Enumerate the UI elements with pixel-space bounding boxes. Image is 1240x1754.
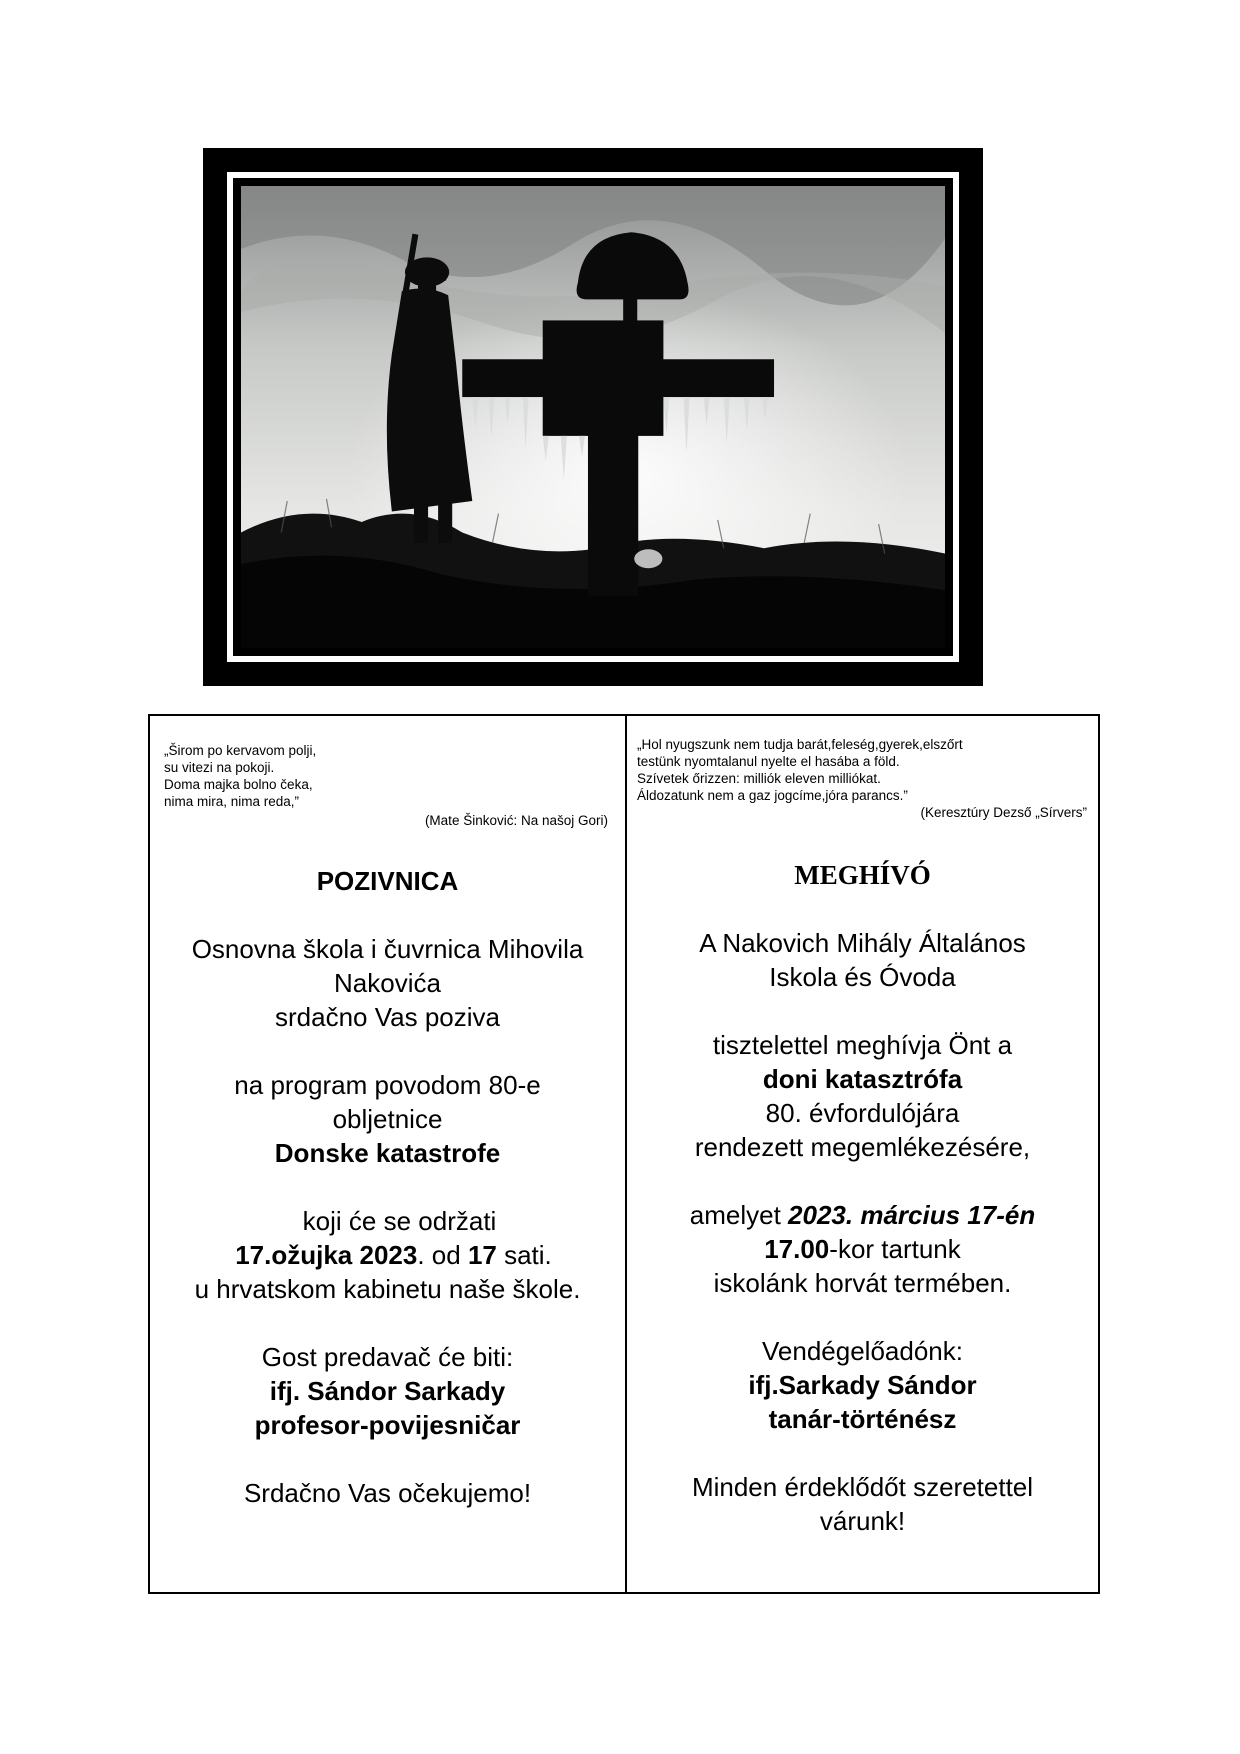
invitation-title: POZIVNICA — [316, 866, 459, 896]
hungarian-invitation — [627, 716, 1098, 1592]
photo-inner-border — [233, 178, 953, 656]
photo-frame — [203, 148, 983, 686]
program-line: na program povodom 80-e — [234, 1070, 541, 1100]
when-intro: koji će se održati — [302, 1206, 497, 1236]
anniversary-line: rendezett megemlékezésére, — [694, 1132, 1031, 1162]
event-time: 17 — [467, 1240, 497, 1270]
hungarian-invitation-body — [627, 858, 1098, 1538]
event-name: doni katasztrófa — [762, 1064, 963, 1094]
intro-line: srdačno Vas poziva — [275, 1002, 500, 1032]
hungarian-poem — [637, 736, 1087, 821]
guest-title: profesor-povijesničar — [254, 1410, 521, 1440]
event-date: 17.ožujka 2023 — [235, 1240, 418, 1270]
event-name: Donske katastrofe — [274, 1138, 501, 1168]
poem-line: Szívetek őrizzen: milliók eleven milliókat. — [637, 771, 881, 786]
closing-line: Minden érdeklődőt szeretettel — [691, 1472, 1034, 1502]
memorial-photo — [241, 186, 945, 648]
poem-line: nima mira, nima reda,” — [164, 794, 300, 809]
poem-citation: (Mate Šinković: Na našoj Gori) — [424, 813, 608, 828]
intro-line: Nakovića — [334, 968, 441, 998]
poem-line: Doma majka bolno čeka, — [164, 777, 313, 792]
date-prefix: amelyet — [689, 1200, 789, 1230]
event-date: 2023. március 17-én — [788, 1200, 1036, 1230]
guest-name: ifj.Sarkady Sándor — [748, 1370, 977, 1400]
event-place: iskolánk horvát termében. — [713, 1268, 1012, 1298]
poem-line: „Hol nyugszunk nem tudja barát,feleség,gyerek,elszőrt — [637, 737, 963, 752]
invitation-table — [148, 714, 1100, 1594]
event-place: u hrvatskom kabinetu naše škole. — [194, 1274, 581, 1304]
time-prefix: . od — [417, 1240, 468, 1270]
poem-line: testünk nyomtalanul nyelte el hasába a föld. — [637, 754, 900, 769]
poem-line: „Širom po kervavom polji, — [164, 743, 317, 758]
photo-mat — [227, 172, 959, 662]
time-suffix: sati. — [496, 1240, 552, 1270]
invite-line: tisztelettel meghívja Önt a — [712, 1030, 1013, 1060]
program-line: obljetnice — [332, 1104, 443, 1134]
guest-intro: Vendégelőadónk: — [762, 1336, 963, 1366]
event-time: 17.00 — [764, 1234, 830, 1264]
anniversary-line: 80. évfordulójára — [765, 1098, 960, 1128]
intro-line: Iskola és Óvoda — [769, 962, 956, 992]
guest-title: tanár-történész — [768, 1404, 957, 1434]
croatian-invitation — [150, 716, 625, 1592]
poem-citation: (Keresztúry Dezső „Sírvers” — [920, 805, 1087, 820]
croatian-poem — [164, 742, 608, 829]
guest-intro: Gost predavač će biti: — [261, 1342, 514, 1372]
closing-line: Srdačno Vas očekujemo! — [243, 1478, 532, 1508]
time-line — [627, 1232, 1098, 1266]
intro-line: A Nakovich Mihály Általános — [699, 928, 1026, 958]
time-suffix: -kor tartunk — [829, 1234, 961, 1264]
closing-line: várunk! — [819, 1506, 906, 1536]
date-time-line — [150, 1238, 625, 1272]
date-line — [627, 1198, 1098, 1232]
poem-line: Áldozatunk nem a gaz jogcíme,jóra parancs.” — [637, 788, 908, 803]
poem-line: su vitezi na pokoji. — [164, 760, 275, 775]
croatian-invitation-body — [150, 864, 625, 1510]
invitation-title: MEGHÍVÓ — [794, 860, 931, 890]
guest-name: ifj. Sándor Sarkady — [269, 1376, 506, 1406]
intro-line: Osnovna škola i čuvrnica Mihovila — [191, 934, 584, 964]
